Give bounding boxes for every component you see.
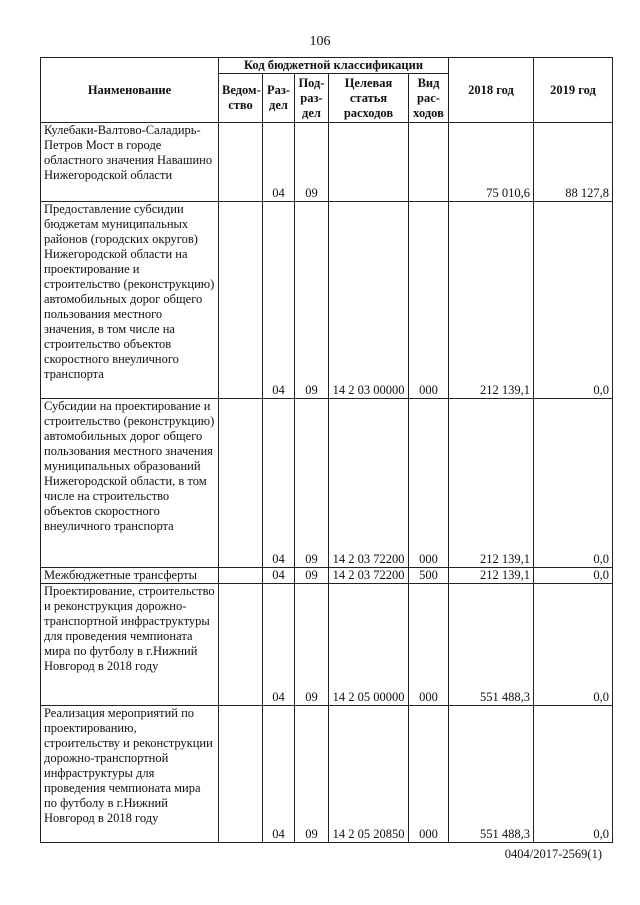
row-2018: 212 139,1 xyxy=(449,202,534,399)
row-razdel: 04 xyxy=(263,568,295,584)
row-tselevaya: 14 2 03 72200 xyxy=(329,568,409,584)
table-row xyxy=(41,202,613,399)
row-vid: 000 xyxy=(409,202,449,399)
row-2018: 551 488,3 xyxy=(449,706,534,843)
row-razdel: 04 xyxy=(263,399,295,568)
header-razdel: Раз-дел xyxy=(263,74,295,123)
row-2019: 0,0 xyxy=(534,399,613,568)
row-razdel: 04 xyxy=(263,123,295,202)
row-razdel: 04 xyxy=(263,584,295,706)
budget-table xyxy=(40,57,613,843)
header-podrazdel: Под-раз-дел xyxy=(295,74,329,123)
row-name: Межбюджетные трансферты xyxy=(41,568,219,584)
row-podrazdel: 09 xyxy=(295,399,329,568)
table-row xyxy=(41,123,613,202)
row-razdel: 04 xyxy=(263,706,295,843)
row-podrazdel: 09 xyxy=(295,568,329,584)
row-podrazdel: 09 xyxy=(295,202,329,399)
row-vid: 000 xyxy=(409,399,449,568)
row-2019: 0,0 xyxy=(534,706,613,843)
header-year-2018: 2018 год xyxy=(449,58,534,123)
row-vid xyxy=(409,123,449,202)
row-vid: 000 xyxy=(409,706,449,843)
row-name: Предоставление субсидии бюджетам муниципальных районов (городских округов) Нижегородской области на проектирование и строительство (реконструкцию) автомобильных дорог общего пользования местного значения, в том числе на строительство объектов скоростного внеуличного транспорта xyxy=(41,202,219,399)
document-footer-code: 0404/2017-2569(1) xyxy=(504,847,602,861)
row-vedomstvo xyxy=(219,568,263,584)
header-classification-group: Код бюджетной классификации xyxy=(219,58,449,74)
row-vedomstvo xyxy=(219,202,263,399)
table-row xyxy=(41,568,613,584)
row-2019: 0,0 xyxy=(534,568,613,584)
row-2018: 212 139,1 xyxy=(449,568,534,584)
row-name: Проектирование, строительство и реконструкция дорожно-транспортной инфраструктуры для проведения чемпионата мира по футболу в г.Нижний Новгород в 2018 году xyxy=(41,584,219,706)
row-vid: 000 xyxy=(409,584,449,706)
row-2019: 0,0 xyxy=(534,584,613,706)
row-tselevaya xyxy=(329,123,409,202)
row-name: Субсидии на проектирование и строительство (реконструкцию) автомобильных дорог общего пользования местного значения муниципальных образований Нижегородской области, в том числе на строительство объектов скоростного внеуличного транспорта xyxy=(41,399,219,568)
header-vid-raskhodov: Вид рас-ходов xyxy=(409,74,449,123)
header-year-2019: 2019 год xyxy=(534,58,613,123)
row-2019: 0,0 xyxy=(534,202,613,399)
row-vedomstvo xyxy=(219,123,263,202)
row-podrazdel: 09 xyxy=(295,584,329,706)
row-tselevaya: 14 2 05 20850 xyxy=(329,706,409,843)
table-row xyxy=(41,706,613,843)
row-2018: 212 139,1 xyxy=(449,399,534,568)
header-vedomstvo: Ведом-ство xyxy=(219,74,263,123)
row-2018: 551 488,3 xyxy=(449,584,534,706)
row-name: Реализация мероприятий по проектированию, строительству и реконструкции дорожно-транспортной инфраструктуры для проведения чемпионата мира по футболу в г.Нижний Новгород в 2018 году xyxy=(41,706,219,843)
page-number: 106 xyxy=(309,34,331,49)
header-tselevaya-statya: Целевая статья расходов xyxy=(329,74,409,123)
row-vedomstvo xyxy=(219,584,263,706)
row-2019: 88 127,8 xyxy=(534,123,613,202)
row-tselevaya: 14 2 05 00000 xyxy=(329,584,409,706)
row-2018: 75 010,6 xyxy=(449,123,534,202)
header-name: Наименование xyxy=(41,58,219,123)
table-row xyxy=(41,399,613,568)
row-tselevaya: 14 2 03 00000 xyxy=(329,202,409,399)
row-podrazdel: 09 xyxy=(295,706,329,843)
row-vedomstvo xyxy=(219,706,263,843)
row-vedomstvo xyxy=(219,399,263,568)
row-podrazdel: 09 xyxy=(295,123,329,202)
table-row xyxy=(41,584,613,706)
row-name: Кулебаки-Валтово-Саладирь-Петров Мост в городе областного значения Навашино Нижегородской области xyxy=(41,123,219,202)
row-vid: 500 xyxy=(409,568,449,584)
row-tselevaya: 14 2 03 72200 xyxy=(329,399,409,568)
row-razdel: 04 xyxy=(263,202,295,399)
